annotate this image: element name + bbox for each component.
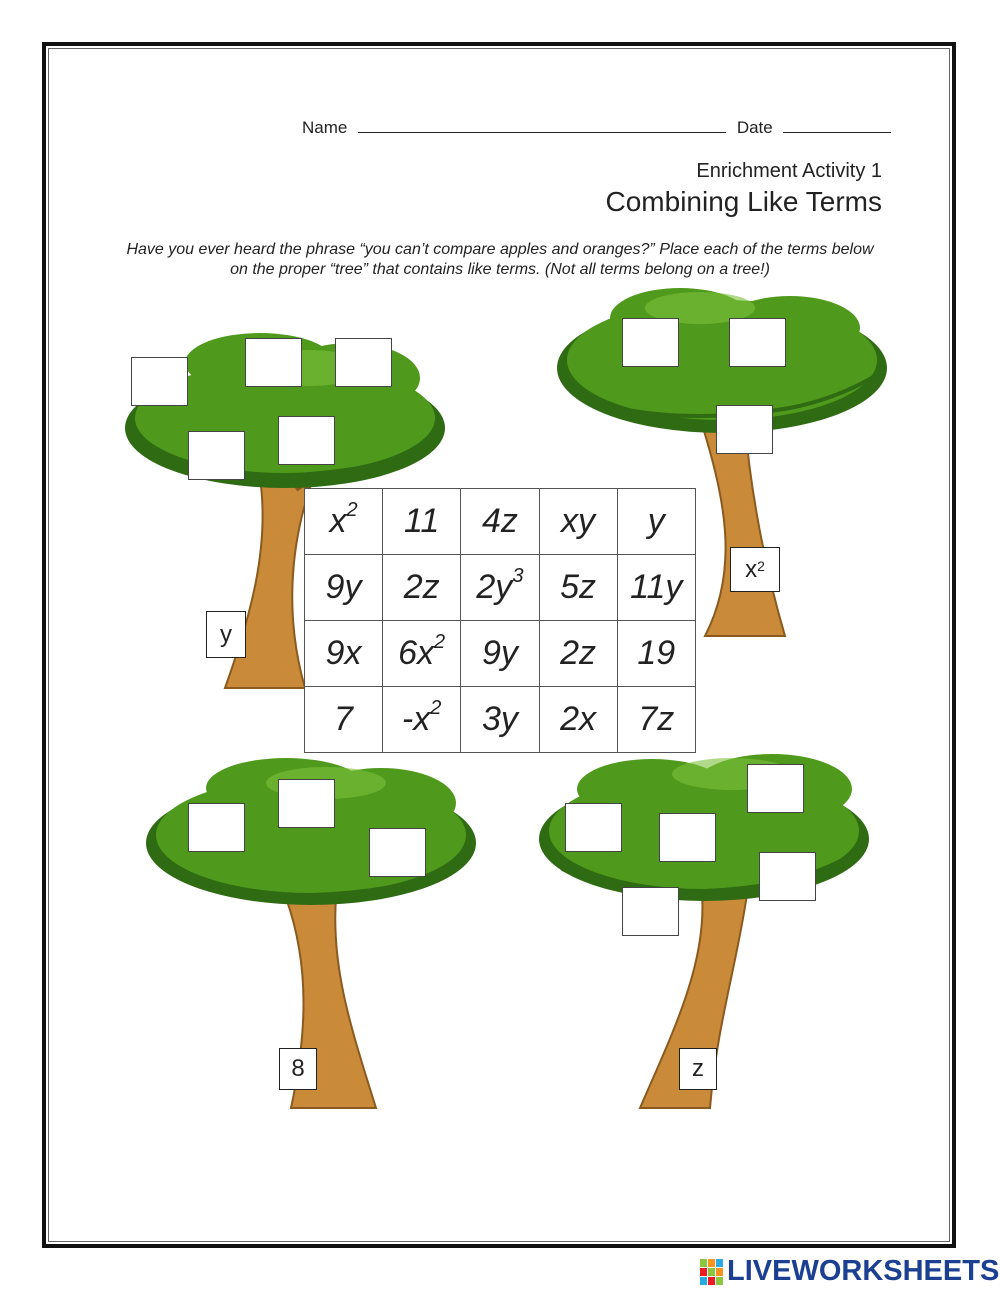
term-cell[interactable]: 2z: [539, 621, 617, 687]
logo-grid-icon: [700, 1259, 723, 1285]
answer-box[interactable]: [188, 803, 245, 852]
terms-row: [305, 555, 696, 621]
date-label: Date: [736, 118, 773, 137]
date-underline: [783, 118, 891, 133]
term-cell[interactable]: 2x: [539, 687, 617, 753]
answer-box[interactable]: [729, 318, 786, 367]
tree-label-top-right: x $^2$: [730, 547, 780, 592]
term-cell[interactable]: 2z: [383, 555, 461, 621]
term-cell[interactable]: 5z: [539, 555, 617, 621]
logo-text: LIVEWORKSHEETS: [727, 1255, 1000, 1287]
term-cell[interactable]: 4z: [461, 489, 539, 555]
tree-label-bottom-left: 8: [279, 1048, 317, 1090]
tree-label-bottom-right: z: [679, 1048, 717, 1090]
answer-box[interactable]: [565, 803, 622, 852]
answer-box[interactable]: [278, 779, 335, 828]
terms-row: [305, 687, 696, 753]
term-cell[interactable]: 9y: [461, 621, 539, 687]
term-cell[interactable]: xy: [539, 489, 617, 555]
answer-box[interactable]: [245, 338, 302, 387]
term-cell[interactable]: 11: [383, 489, 461, 555]
name-date-line: [302, 118, 891, 138]
term-cell[interactable]: $x^2$: [305, 489, 383, 555]
terms-row: [305, 621, 696, 687]
name-underline: [358, 118, 726, 133]
term-cell[interactable]: 7: [305, 687, 383, 753]
term-cell[interactable]: 9y: [305, 555, 383, 621]
page-title: Combining Like Terms: [605, 186, 882, 217]
answer-box[interactable]: [335, 338, 392, 387]
term-cell[interactable]: y: [617, 489, 695, 555]
answer-box[interactable]: [188, 431, 245, 480]
term-cell[interactable]: 19: [617, 621, 695, 687]
term-cell[interactable]: 7z: [617, 687, 695, 753]
answer-box[interactable]: [747, 764, 804, 813]
term-cell[interactable]: $-x^2$: [383, 687, 461, 753]
name-label: Name: [302, 118, 348, 137]
answer-box[interactable]: [759, 852, 816, 901]
tree-label-top-left: y: [206, 611, 246, 658]
answer-box[interactable]: [131, 357, 188, 406]
term-cell[interactable]: 9x: [305, 621, 383, 687]
term-cell[interactable]: $6x^2$: [383, 621, 461, 687]
term-cell[interactable]: $2y^3$: [461, 555, 539, 621]
answer-box[interactable]: [622, 318, 679, 367]
terms-row: [305, 489, 696, 555]
answer-box[interactable]: [622, 887, 679, 936]
terms-grid: [304, 488, 696, 753]
answer-box[interactable]: [716, 405, 773, 454]
term-cell[interactable]: 3y: [461, 687, 539, 753]
answer-box[interactable]: [278, 416, 335, 465]
answer-box[interactable]: [659, 813, 716, 862]
liveworksheets-logo: [700, 1255, 999, 1288]
term-cell[interactable]: 11y: [617, 555, 695, 621]
activity-subtitle: Enrichment Activity 1: [696, 160, 882, 182]
answer-box[interactable]: [369, 828, 426, 877]
instructions-text: Have you ever heard the phrase “you can’t compare apples and oranges?” Place each of the terms below on the proper “tree” that contains like terms. (Not all terms belong on a tree!): [126, 241, 874, 278]
